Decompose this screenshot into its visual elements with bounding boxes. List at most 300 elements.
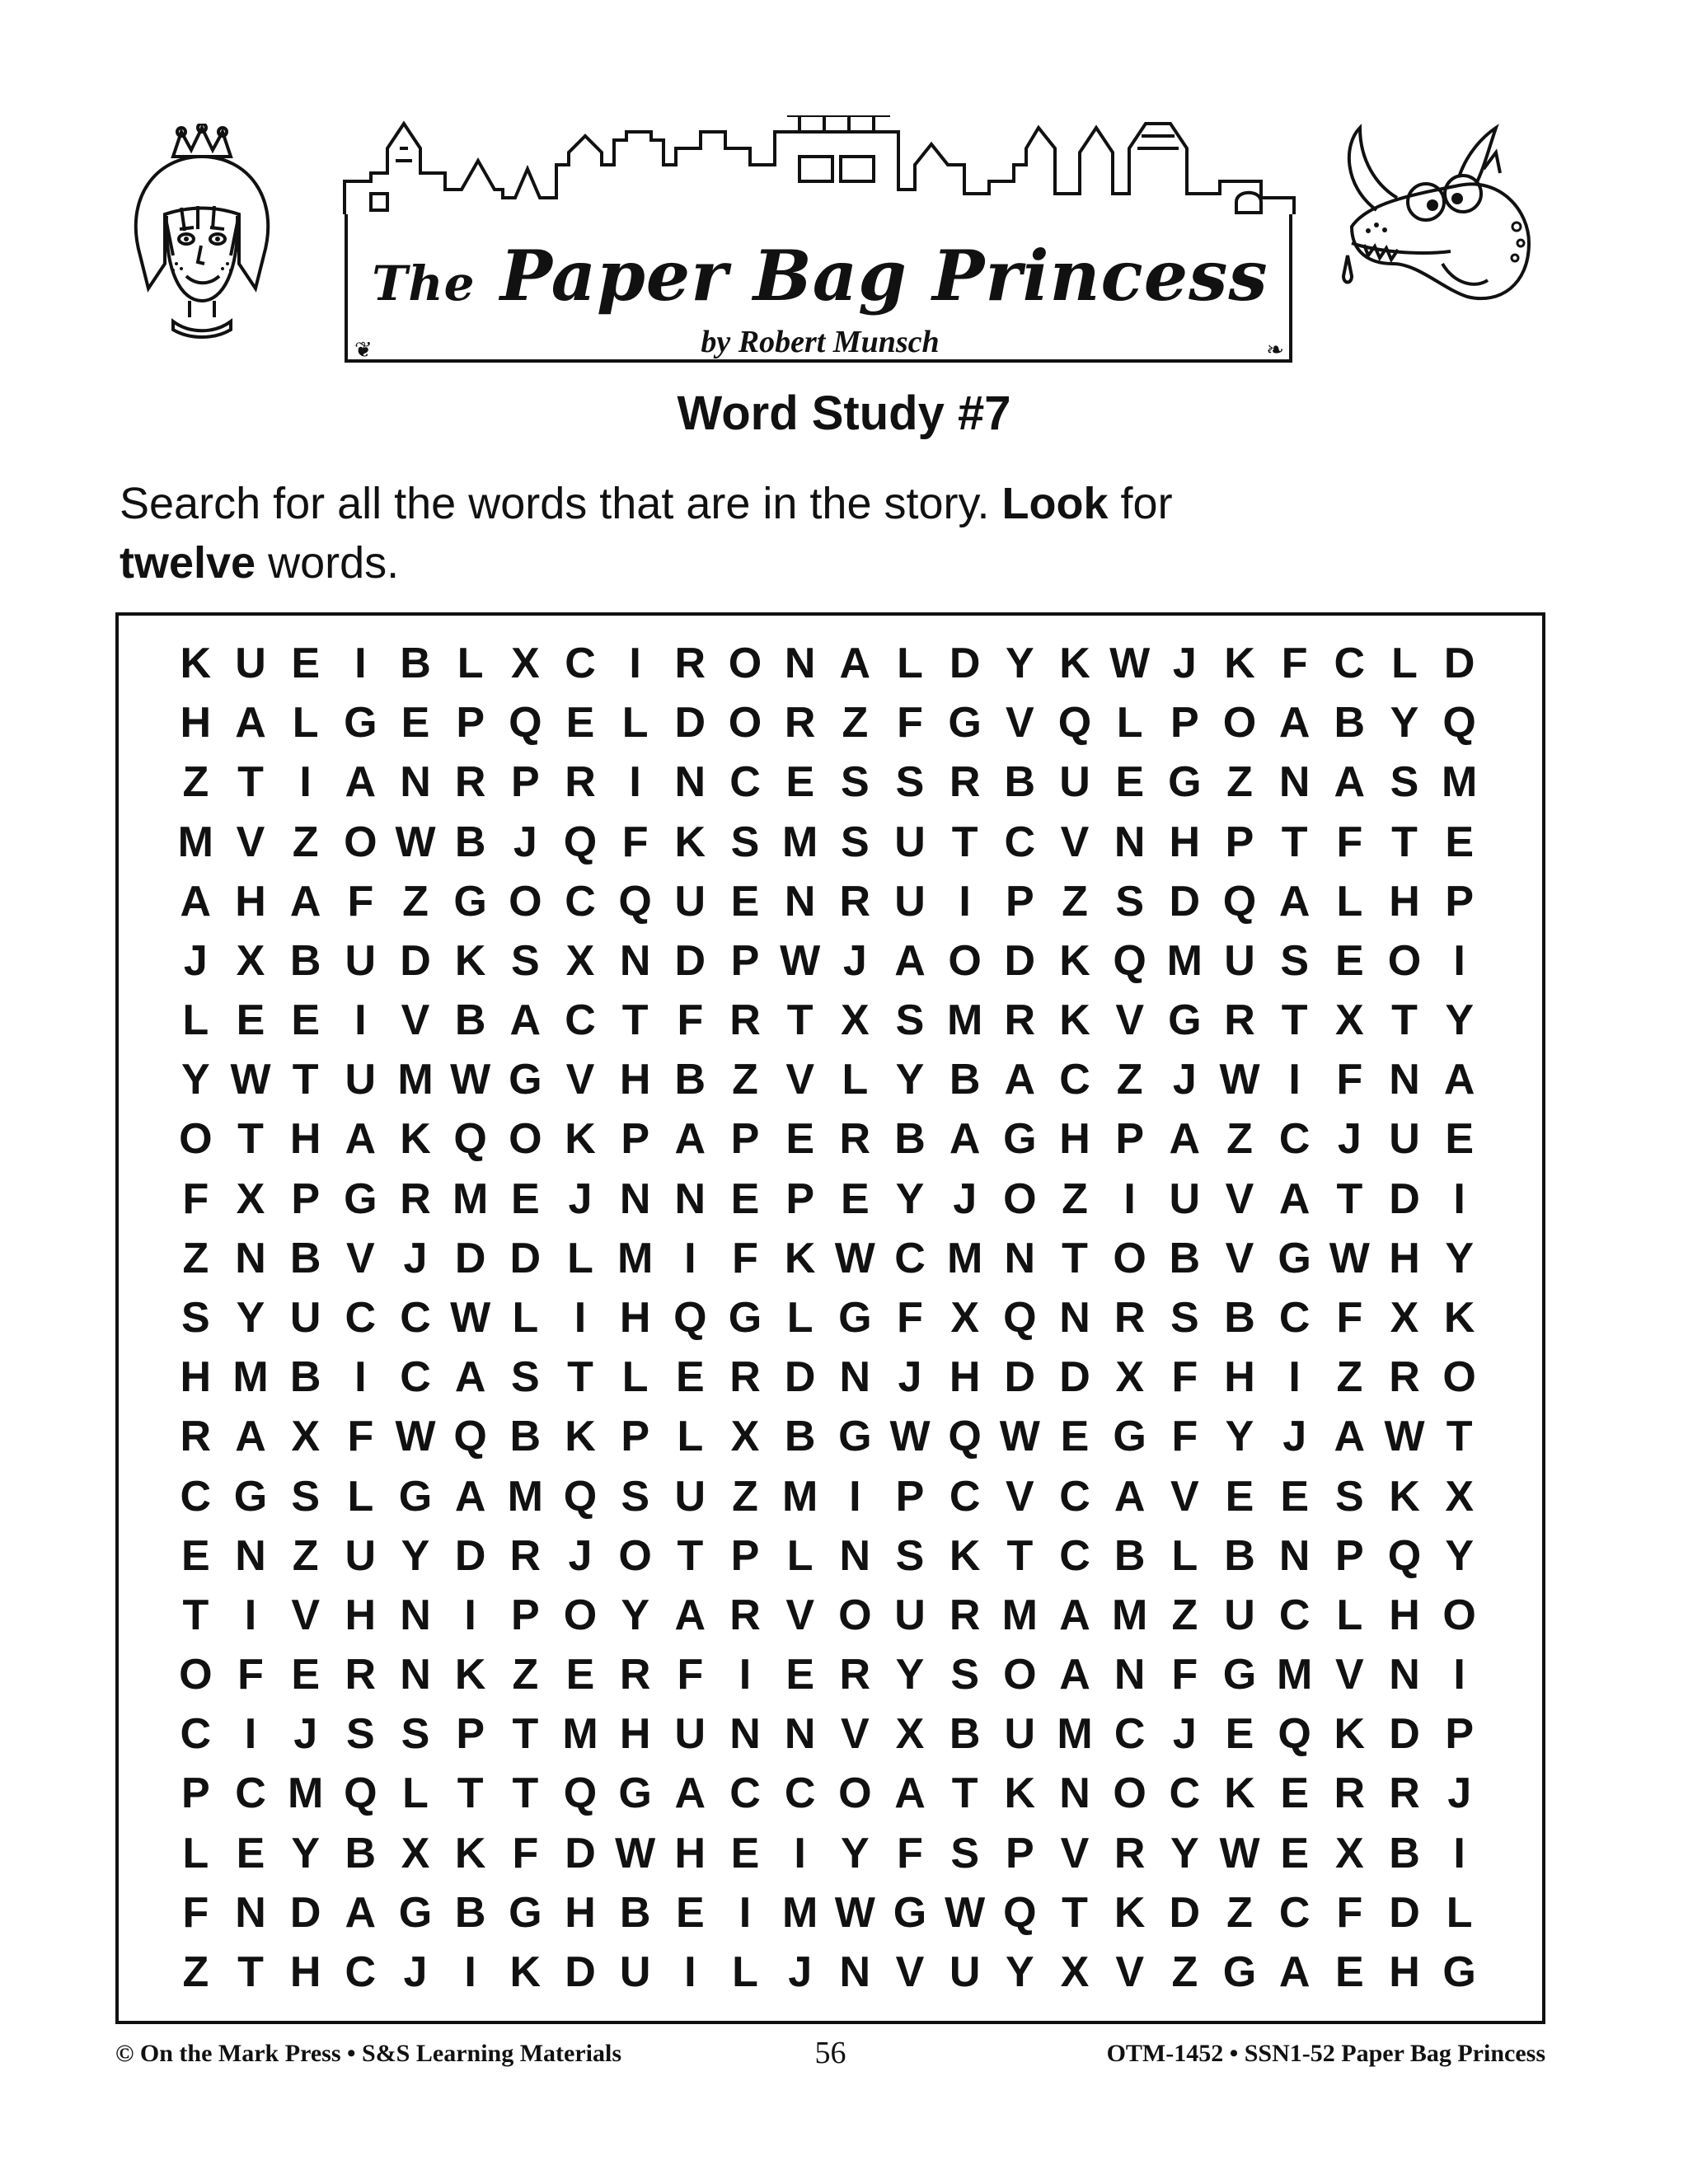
grid-letter: E bbox=[1334, 1947, 1364, 1996]
page-title: Word Study #7 bbox=[677, 387, 1011, 440]
grid-letter: N bbox=[1278, 758, 1311, 807]
grid-letter: R bbox=[454, 758, 486, 807]
grid-letter: G bbox=[398, 1472, 433, 1521]
grid-letter: I bbox=[464, 1591, 476, 1639]
grid-letter: J bbox=[953, 1174, 978, 1223]
grid-letter: G bbox=[233, 1472, 268, 1521]
grid-letter: S bbox=[1334, 1472, 1364, 1521]
grid-letter: E bbox=[1334, 936, 1364, 985]
grid-letter: U bbox=[1224, 1591, 1255, 1639]
grid-letter: I bbox=[849, 1472, 861, 1521]
grid-letter: X bbox=[730, 1413, 760, 1461]
grid-letter: T bbox=[1281, 996, 1308, 1045]
grid-letter: N bbox=[400, 1651, 431, 1699]
grid-letter: Q bbox=[948, 1413, 982, 1461]
grid-letter: F bbox=[732, 1234, 758, 1282]
grid-letter: A bbox=[345, 1115, 377, 1164]
grid-letter: N bbox=[619, 1174, 651, 1223]
word-search-grid bbox=[168, 634, 1487, 2002]
grid-letter: H bbox=[1224, 1353, 1255, 1402]
grid-letter: E bbox=[1280, 1829, 1309, 1877]
grid-letter: U bbox=[289, 1293, 321, 1342]
grid-letter: V bbox=[1170, 1472, 1199, 1521]
grid-letter: K bbox=[565, 1413, 596, 1461]
grid-letter: J bbox=[568, 1174, 593, 1223]
grid-letter: F bbox=[1171, 1413, 1198, 1461]
grid-letter: B bbox=[949, 1056, 981, 1104]
grid-letter: S bbox=[1390, 758, 1419, 807]
grid-letter: Z bbox=[292, 1531, 319, 1580]
grid-letter: T bbox=[1391, 818, 1418, 866]
grid-letter: C bbox=[180, 1472, 212, 1521]
grid-letter: I bbox=[1453, 1651, 1465, 1699]
grid-letter: A bbox=[509, 996, 542, 1045]
grid-letter: U bbox=[345, 936, 377, 985]
grid-letter: O bbox=[838, 1591, 872, 1639]
grid-letter: L bbox=[677, 1413, 704, 1461]
grid-letter: N bbox=[674, 1174, 706, 1223]
grid-letter: D bbox=[674, 936, 706, 985]
grid-letter: D bbox=[1004, 1353, 1036, 1402]
grid-letter: W bbox=[230, 1056, 271, 1104]
grid-letter: E bbox=[840, 1174, 870, 1223]
grid-letter: W bbox=[395, 1413, 436, 1461]
grid-letter: L bbox=[457, 640, 484, 688]
grid-letter: I bbox=[354, 640, 367, 688]
grid-letter: Y bbox=[621, 1591, 649, 1639]
grid-letter: X bbox=[895, 1710, 925, 1759]
grid-letter: K bbox=[1224, 1769, 1255, 1818]
grid-letter: E bbox=[236, 1829, 265, 1877]
grid-letter: Q bbox=[1222, 877, 1257, 926]
grid-letter: H bbox=[619, 1056, 651, 1104]
grid-letter: X bbox=[840, 996, 870, 1045]
grid-letter: M bbox=[946, 996, 983, 1045]
grid-letter: A bbox=[235, 699, 266, 748]
grid-letter: E bbox=[181, 1531, 210, 1580]
grid-letter: K bbox=[1059, 996, 1090, 1045]
grid-letter: Z bbox=[1226, 758, 1253, 807]
grid-letter: R bbox=[1224, 996, 1255, 1045]
grid-letter: N bbox=[235, 1888, 266, 1937]
grid-letter: C bbox=[894, 1234, 926, 1282]
grid-letter: T bbox=[1006, 1531, 1034, 1580]
instructions bbox=[120, 474, 1587, 593]
dragon-illustration bbox=[1319, 120, 1541, 321]
grid-letter: N bbox=[619, 936, 651, 985]
grid-letter: U bbox=[1224, 936, 1255, 985]
grid-letter: F bbox=[897, 699, 923, 748]
grid-letter: D bbox=[1389, 1888, 1420, 1937]
grid-letter: K bbox=[400, 1115, 431, 1164]
grid-letter: X bbox=[401, 1829, 430, 1877]
grid-letter: W bbox=[834, 1888, 875, 1937]
grid-letter: E bbox=[785, 1115, 814, 1164]
grid-letter: L bbox=[1336, 877, 1363, 926]
grid-letter: D bbox=[1004, 936, 1036, 985]
grid-letter: U bbox=[345, 1531, 377, 1580]
grid-letter: S bbox=[401, 1710, 430, 1759]
grid-letter: Y bbox=[236, 1293, 265, 1342]
grid-letter: B bbox=[1224, 1293, 1255, 1342]
grid-letter: R bbox=[949, 1591, 981, 1639]
grid-letter: Q bbox=[453, 1413, 487, 1461]
grid-letter: H bbox=[674, 1829, 706, 1877]
grid-letter: E bbox=[1445, 818, 1474, 866]
grid-letter: P bbox=[1225, 818, 1254, 866]
grid-letter: K bbox=[1114, 1888, 1146, 1937]
grid-letter: I bbox=[1288, 1353, 1301, 1402]
grid-letter: Z bbox=[732, 1472, 758, 1521]
grid-letter: U bbox=[894, 1591, 926, 1639]
grid-letter: P bbox=[1005, 877, 1034, 926]
grid-letter: I bbox=[794, 1829, 806, 1877]
grid-letter: U bbox=[674, 1710, 706, 1759]
grid-letter: R bbox=[839, 1651, 871, 1699]
grid-letter: M bbox=[397, 1056, 434, 1104]
grid-letter: B bbox=[949, 1710, 981, 1759]
grid-letter: S bbox=[291, 1472, 320, 1521]
grid-letter: V bbox=[785, 1056, 814, 1104]
grid-letter: O bbox=[1442, 1591, 1476, 1639]
grid-letter: Q bbox=[563, 1769, 598, 1818]
grid-letter: Z bbox=[1226, 1115, 1253, 1164]
instructions-text-3: words. bbox=[268, 538, 400, 588]
grid-letter: O bbox=[344, 818, 377, 866]
grid-letter: V bbox=[1115, 996, 1144, 1045]
grid-letter: Y bbox=[1390, 699, 1419, 748]
grid-letter: A bbox=[674, 1115, 706, 1164]
grid-letter: V bbox=[1060, 1829, 1090, 1877]
grid-letter: X bbox=[236, 1174, 265, 1223]
castle-skyline-illustration bbox=[338, 115, 1302, 231]
grid-letter: L bbox=[1116, 699, 1143, 748]
grid-letter: K bbox=[454, 1829, 486, 1877]
grid-letter: E bbox=[785, 758, 814, 807]
grid-letter: J bbox=[1172, 640, 1197, 688]
grid-letter: J bbox=[293, 1710, 318, 1759]
grid-letter: Y bbox=[895, 1174, 925, 1223]
grid-letter: F bbox=[182, 1888, 209, 1937]
grid-letter: T bbox=[1446, 1413, 1473, 1461]
grid-letter: Q bbox=[344, 1769, 377, 1818]
grid-letter: R bbox=[345, 1651, 377, 1699]
grid-letter: K bbox=[1334, 1710, 1366, 1759]
grid-letter: M bbox=[1001, 1591, 1038, 1639]
grid-letter: T bbox=[237, 1115, 264, 1164]
grid-letter: M bbox=[177, 818, 213, 866]
grid-letter: H bbox=[180, 699, 212, 748]
grid-letter: R bbox=[729, 996, 761, 1045]
grid-letter: F bbox=[621, 818, 649, 866]
grid-letter: B bbox=[1389, 1829, 1420, 1877]
grid-letter: M bbox=[781, 818, 818, 866]
grid-letter: M bbox=[507, 1472, 543, 1521]
grid-letter: T bbox=[182, 1591, 209, 1639]
grid-letter: C bbox=[1278, 1293, 1311, 1342]
grid-letter: X bbox=[950, 1293, 979, 1342]
grid-letter: E bbox=[730, 877, 760, 926]
grid-letter: O bbox=[728, 640, 762, 688]
grid-letter: T bbox=[951, 1769, 978, 1818]
grid-letter: S bbox=[895, 758, 925, 807]
grid-letter: T bbox=[512, 1710, 539, 1759]
grid-letter: E bbox=[1115, 758, 1144, 807]
grid-letter: X bbox=[1334, 1829, 1364, 1877]
grid-letter: Z bbox=[1171, 1947, 1198, 1996]
grid-letter: B bbox=[1114, 1531, 1146, 1580]
grid-letter: B bbox=[289, 1234, 321, 1282]
grid-letter: O bbox=[509, 877, 542, 926]
grid-letter: Z bbox=[182, 1234, 209, 1282]
grid-letter: M bbox=[617, 1234, 654, 1282]
grid-letter: H bbox=[1389, 1591, 1420, 1639]
grid-letter: Y bbox=[1445, 996, 1474, 1045]
grid-letter: X bbox=[510, 640, 540, 688]
grid-letter: L bbox=[182, 996, 209, 1045]
grid-letter: D bbox=[1059, 1353, 1090, 1402]
grid-letter: L bbox=[567, 1234, 593, 1282]
grid-letter: Z bbox=[1336, 1353, 1363, 1402]
grid-letter: C bbox=[235, 1769, 266, 1818]
grid-letter: I bbox=[299, 758, 312, 807]
grid-letter: B bbox=[674, 1056, 706, 1104]
instructions-bold-1: Look bbox=[1001, 479, 1109, 528]
grid-letter: Q bbox=[1278, 1710, 1311, 1759]
grid-letter: T bbox=[512, 1769, 539, 1818]
grid-letter: W bbox=[395, 818, 436, 866]
grid-letter: E bbox=[1225, 1472, 1254, 1521]
grid-letter: C bbox=[565, 996, 596, 1045]
grid-letter: N bbox=[235, 1531, 266, 1580]
grid-letter: S bbox=[181, 1293, 210, 1342]
grid-letter: E bbox=[291, 640, 320, 688]
page-footer bbox=[115, 2036, 1545, 2081]
grid-letter: G bbox=[398, 1888, 433, 1937]
grid-letter: W bbox=[1219, 1056, 1260, 1104]
grid-letter: A bbox=[289, 877, 321, 926]
grid-letter: Y bbox=[1225, 1413, 1254, 1461]
grid-letter: Z bbox=[1062, 1174, 1088, 1223]
grid-letter: T bbox=[677, 1531, 704, 1580]
grid-letter: G bbox=[1442, 1947, 1476, 1996]
grid-letter: G bbox=[1168, 996, 1202, 1045]
grid-letter: K bbox=[949, 1531, 981, 1580]
grid-letter: E bbox=[730, 1174, 760, 1223]
grid-letter: W bbox=[945, 1888, 986, 1937]
grid-letter: U bbox=[894, 818, 926, 866]
grid-letter: C bbox=[729, 758, 761, 807]
grid-letter: F bbox=[1171, 1353, 1198, 1402]
grid-letter: J bbox=[1447, 1769, 1472, 1818]
grid-letter: A bbox=[1278, 877, 1311, 926]
grid-letter: E bbox=[1445, 1115, 1474, 1164]
grid-letter: G bbox=[344, 699, 377, 748]
grid-letter: B bbox=[619, 1888, 651, 1937]
grid-letter: E bbox=[565, 699, 595, 748]
grid-letter: H bbox=[180, 1353, 212, 1402]
grid-letter: D bbox=[565, 1947, 596, 1996]
grid-letter: U bbox=[674, 877, 706, 926]
grid-letter: O bbox=[1113, 1234, 1146, 1282]
grid-letter: I bbox=[684, 1947, 696, 1996]
grid-letter: A bbox=[1334, 758, 1366, 807]
grid-letter: L bbox=[732, 1947, 758, 1996]
grid-letter: A bbox=[454, 1353, 486, 1402]
grid-letter: F bbox=[677, 1651, 704, 1699]
grid-letter: G bbox=[509, 1888, 542, 1937]
grid-letter: P bbox=[181, 1769, 210, 1818]
grid-letter: C bbox=[949, 1472, 981, 1521]
grid-letter: Y bbox=[181, 1056, 210, 1104]
grid-letter: G bbox=[618, 1769, 652, 1818]
grid-letter: T bbox=[1062, 1234, 1088, 1282]
grid-letter: A bbox=[1443, 1056, 1475, 1104]
grid-letter: G bbox=[948, 699, 982, 748]
grid-letter: P bbox=[456, 1710, 485, 1759]
grid-letter: H bbox=[1389, 1234, 1420, 1282]
grid-letter: K bbox=[1004, 1769, 1036, 1818]
grid-letter: J bbox=[513, 818, 537, 866]
grid-letter: E bbox=[675, 1353, 705, 1402]
grid-letter: T bbox=[621, 996, 649, 1045]
grid-letter: V bbox=[785, 1591, 814, 1639]
grid-letter: V bbox=[236, 818, 265, 866]
grid-letter: U bbox=[1389, 1115, 1420, 1164]
grid-letter: R bbox=[1334, 1769, 1366, 1818]
grid-letter: F bbox=[347, 1413, 374, 1461]
grid-letter: M bbox=[1441, 758, 1478, 807]
grid-letter: Q bbox=[1003, 1293, 1037, 1342]
grid-letter: X bbox=[1390, 1293, 1419, 1342]
grid-letter: N bbox=[1114, 818, 1146, 866]
grid-letter: A bbox=[1278, 1174, 1311, 1223]
grid-letter: Q bbox=[618, 877, 652, 926]
grid-letter: T bbox=[1062, 1888, 1088, 1937]
grid-letter: N bbox=[839, 1947, 871, 1996]
grid-letter: T bbox=[1391, 996, 1418, 1045]
grid-letter: W bbox=[450, 1293, 491, 1342]
grid-letter: S bbox=[840, 758, 870, 807]
grid-letter: R bbox=[619, 1651, 651, 1699]
grid-letter: T bbox=[951, 818, 978, 866]
grid-letter: O bbox=[838, 1769, 872, 1818]
grid-letter: V bbox=[840, 1710, 870, 1759]
word-search-box bbox=[115, 612, 1545, 2024]
grid-letter: C bbox=[1004, 818, 1036, 866]
grid-letter: P bbox=[1445, 1710, 1474, 1759]
grid-letter: R bbox=[784, 699, 816, 748]
grid-letter: G bbox=[344, 1174, 377, 1223]
grid-letter: Q bbox=[563, 1472, 598, 1521]
grid-letter: M bbox=[232, 1353, 269, 1402]
grid-letter: C bbox=[1114, 1710, 1146, 1759]
grid-letter: L bbox=[182, 1829, 209, 1877]
grid-letter: H bbox=[1389, 877, 1420, 926]
grid-letter: Y bbox=[1005, 640, 1034, 688]
grid-letter: A bbox=[1334, 1413, 1366, 1461]
grid-letter: E bbox=[510, 1174, 540, 1223]
grid-letter: R bbox=[674, 640, 706, 688]
grid-letter: F bbox=[897, 1829, 923, 1877]
grid-letter: X bbox=[1115, 1353, 1144, 1402]
grid-letter: I bbox=[244, 1710, 257, 1759]
book-title-main: Paper Bag Princess bbox=[499, 235, 1268, 316]
grid-letter: D bbox=[1389, 1710, 1420, 1759]
grid-letter: Z bbox=[182, 758, 209, 807]
grid-letter: V bbox=[1225, 1174, 1254, 1223]
grid-letter: Y bbox=[840, 1829, 870, 1877]
grid-letter: D bbox=[565, 1829, 596, 1877]
grid-letter: I bbox=[629, 640, 641, 688]
grid-letter: P bbox=[1115, 1115, 1144, 1164]
grid-letter: H bbox=[1389, 1947, 1420, 1996]
grid-letter: L bbox=[621, 699, 649, 748]
grid-letter: R bbox=[839, 877, 871, 926]
grid-letter: H bbox=[619, 1710, 651, 1759]
grid-letter: G bbox=[453, 877, 487, 926]
grid-letter: M bbox=[452, 1174, 489, 1223]
grid-letter: V bbox=[565, 1056, 595, 1104]
grid-letter: I bbox=[1123, 1174, 1136, 1223]
grid-letter: K bbox=[1224, 640, 1255, 688]
grid-letter: E bbox=[675, 1888, 705, 1937]
grid-letter: L bbox=[786, 1531, 814, 1580]
grid-letter: S bbox=[950, 1829, 979, 1877]
instructions-text-2: for bbox=[1120, 479, 1173, 528]
grid-letter: R bbox=[1114, 1293, 1146, 1342]
grid-letter: G bbox=[728, 1293, 762, 1342]
grid-letter: J bbox=[568, 1531, 593, 1580]
grid-letter: S bbox=[950, 1651, 979, 1699]
grid-letter: Z bbox=[732, 1056, 758, 1104]
grid-letter: E bbox=[236, 996, 265, 1045]
grid-letter: R bbox=[729, 1591, 761, 1639]
grid-letter: O bbox=[1113, 1769, 1146, 1818]
grid-letter: A bbox=[1004, 1056, 1036, 1104]
grid-letter: Z bbox=[512, 1651, 539, 1699]
grid-letter: A bbox=[894, 1769, 926, 1818]
grid-letter: A bbox=[235, 1413, 266, 1461]
grid-letter: E bbox=[291, 996, 320, 1045]
grid-letter: V bbox=[401, 996, 430, 1045]
grid-letter: L bbox=[1391, 640, 1418, 688]
grid-letter: I bbox=[244, 1591, 257, 1639]
grid-letter: C bbox=[784, 1769, 816, 1818]
grid-letter: L bbox=[786, 1293, 814, 1342]
grid-letter: O bbox=[563, 1591, 598, 1639]
grid-letter: X bbox=[291, 1413, 320, 1461]
grid-letter: E bbox=[565, 1651, 595, 1699]
grid-letter: C bbox=[345, 1293, 377, 1342]
instructions-bold-2: twelve bbox=[120, 538, 256, 588]
grid-letter: Y bbox=[895, 1056, 925, 1104]
grid-letter: H bbox=[235, 877, 266, 926]
grid-letter: P bbox=[1445, 877, 1474, 926]
grid-letter: Z bbox=[402, 877, 429, 926]
grid-letter: K bbox=[565, 1115, 596, 1164]
grid-letter: V bbox=[1115, 1947, 1144, 1996]
grid-letter: A bbox=[839, 640, 871, 688]
grid-letter: C bbox=[1278, 1115, 1311, 1164]
grid-letter: C bbox=[400, 1353, 431, 1402]
grid-letter: Y bbox=[1005, 1947, 1034, 1996]
grid-letter: L bbox=[1336, 1591, 1363, 1639]
grid-letter: Q bbox=[563, 818, 598, 866]
grid-letter: O bbox=[618, 1531, 652, 1580]
grid-letter: G bbox=[1222, 1651, 1257, 1699]
grid-letter: C bbox=[400, 1293, 431, 1342]
